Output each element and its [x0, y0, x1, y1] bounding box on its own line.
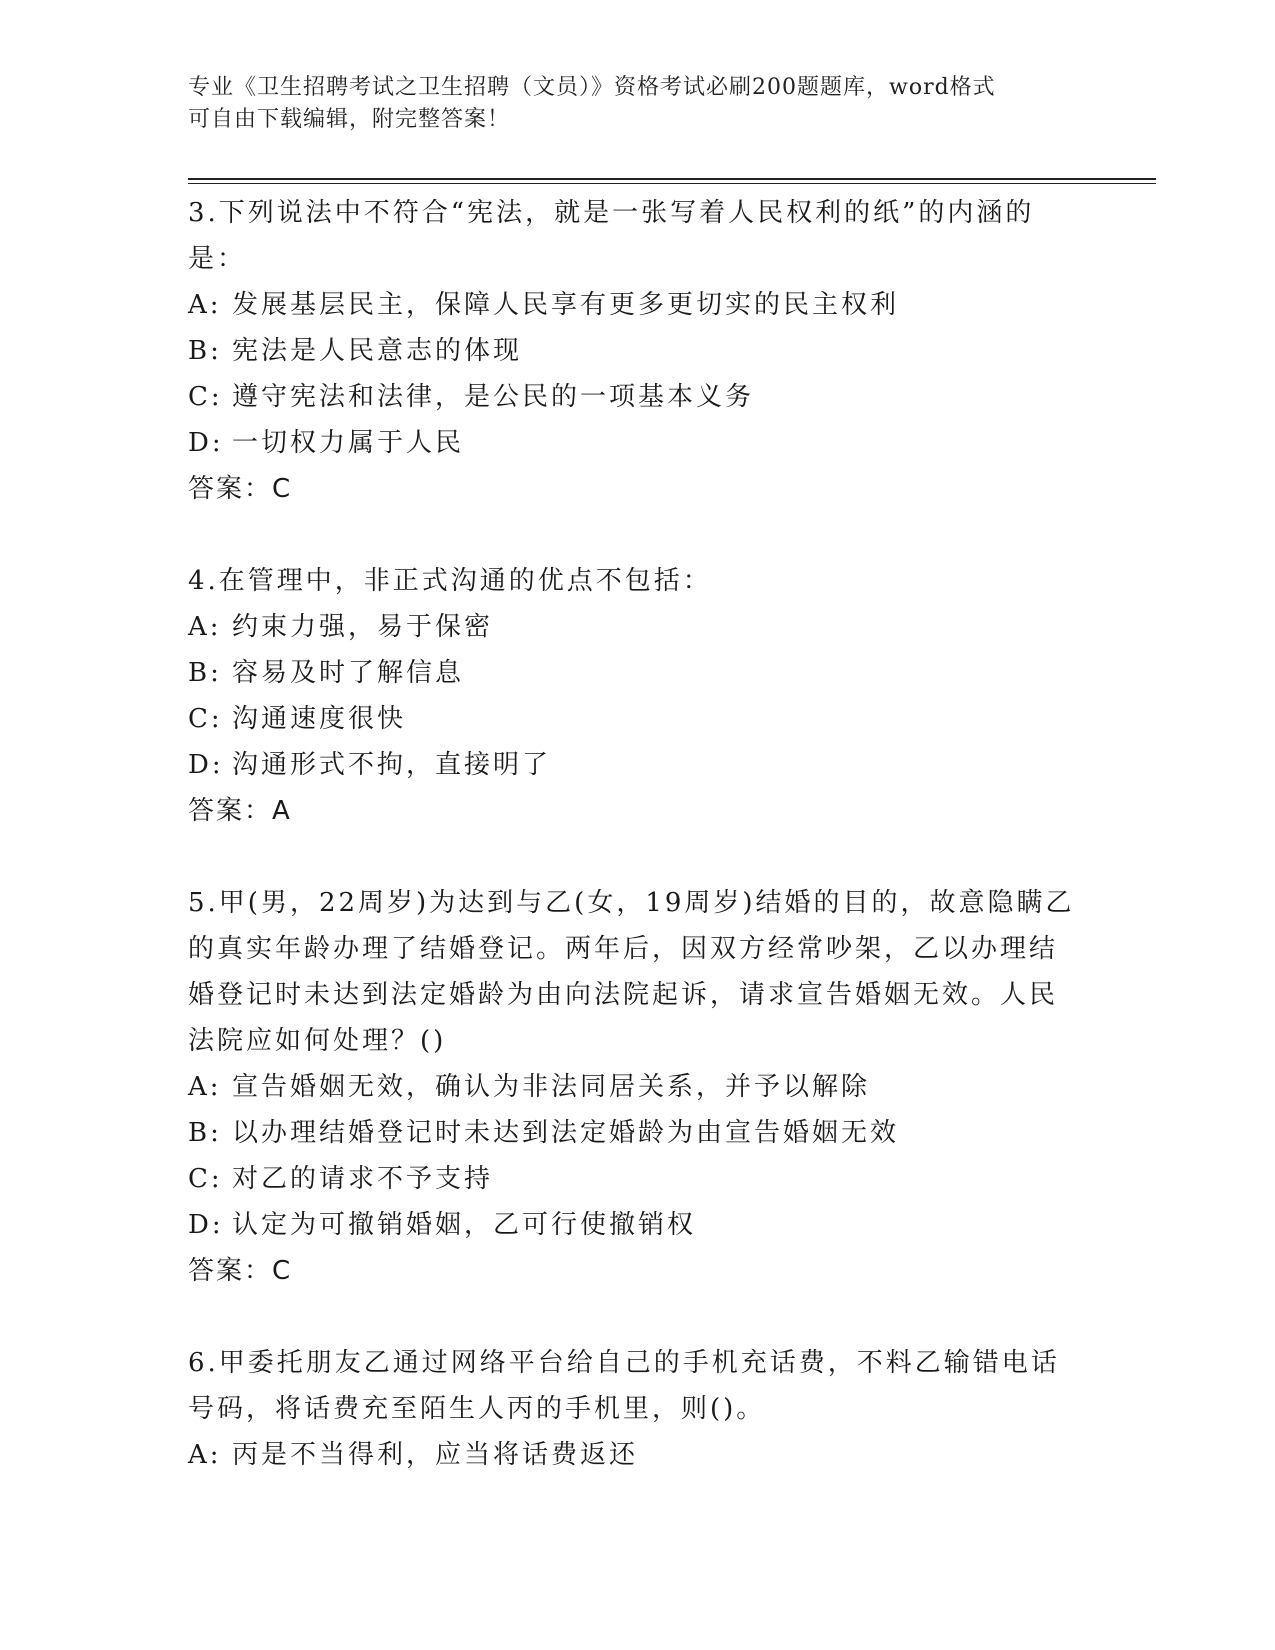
option-a	[188, 1432, 1088, 1478]
option-text: 宣告婚姻无效，确认为非法同居关系，并予以解除	[232, 1072, 871, 1102]
question-3	[188, 190, 1088, 512]
option-key: C:	[188, 1164, 223, 1194]
option-key: D:	[188, 428, 224, 458]
option-a	[188, 1064, 1088, 1110]
option-text: 对乙的请求不予支持	[232, 1164, 494, 1194]
question-spacer	[188, 1294, 1088, 1340]
option-text: 沟通速度很快	[232, 704, 407, 734]
header-divider-thick	[188, 178, 1156, 180]
stem-line: 是：	[188, 244, 247, 274]
question-6	[188, 1340, 1088, 1478]
option-key: A:	[188, 1440, 222, 1470]
question-stem	[188, 880, 1088, 1064]
document-header	[188, 72, 1068, 136]
option-text: 丙是不当得利，应当将话费返还	[232, 1440, 639, 1470]
question-4	[188, 558, 1088, 834]
stem-line: 号码，将话费充至陌生人丙的手机里，则()。	[188, 1394, 766, 1424]
question-list	[188, 190, 1088, 1478]
option-c	[188, 374, 1088, 420]
option-text: 遵守宪法和法律，是公民的一项基本义务	[232, 382, 755, 412]
option-text: 以办理结婚登记时未达到法定婚龄为由宣告婚姻无效	[232, 1118, 900, 1148]
option-c	[188, 1156, 1088, 1202]
answer-line: 答案：C	[188, 474, 293, 504]
stem-line: 5.甲(男，22周岁)为达到与乙(女，19周岁)结婚的目的，故意隐瞒乙	[188, 888, 1075, 918]
question-stem	[188, 1340, 1088, 1432]
option-b	[188, 1110, 1088, 1156]
option-key: B:	[188, 1118, 222, 1148]
answer-line: 答案：A	[188, 796, 292, 826]
option-b	[188, 328, 1088, 374]
stem-line: 的真实年龄办理了结婚登记。两年后，因双方经常吵架，乙以办理结	[188, 934, 1059, 964]
option-text: 宪法是人民意志的体现	[232, 336, 523, 366]
question-5	[188, 880, 1088, 1294]
option-key: C:	[188, 382, 223, 412]
question-spacer	[188, 512, 1088, 558]
option-a	[188, 282, 1088, 328]
option-key: A:	[188, 1072, 222, 1102]
option-d	[188, 1202, 1088, 1248]
option-b	[188, 650, 1088, 696]
option-key: B:	[188, 336, 222, 366]
stem-line: 法院应如何处理？()	[188, 1026, 447, 1056]
stem-line: 6.甲委托朋友乙通过网络平台给自己的手机充话费，不料乙输错电话	[188, 1348, 1060, 1378]
question-stem	[188, 558, 1088, 604]
stem-line: 3.下列说法中不符合“宪法，就是一张写着人民权利的纸”的内涵的	[188, 198, 1035, 228]
option-text: 容易及时了解信息	[232, 658, 465, 688]
option-text: 约束力强，易于保密	[232, 612, 494, 642]
option-c	[188, 696, 1088, 742]
option-text: 一切权力属于人民	[232, 428, 465, 458]
option-text: 认定为可撤销婚姻，乙可行使撤销权	[232, 1210, 697, 1240]
option-key: D:	[188, 1210, 224, 1240]
header-divider-thin	[188, 183, 1156, 184]
header-line-2: 可自由下载编辑，附完整答案！	[188, 107, 511, 132]
answer-line: 答案：C	[188, 1256, 293, 1286]
question-stem	[188, 190, 1088, 282]
option-d	[188, 420, 1088, 466]
option-key: A:	[188, 290, 222, 320]
option-d	[188, 742, 1088, 788]
option-key: D:	[188, 750, 224, 780]
question-spacer	[188, 834, 1088, 880]
option-text: 沟通形式不拘，直接明了	[232, 750, 552, 780]
stem-line: 4.在管理中，非正式沟通的优点不包括：	[188, 566, 712, 596]
option-key: A:	[188, 612, 222, 642]
option-a	[188, 604, 1088, 650]
option-key: B:	[188, 658, 222, 688]
option-text: 发展基层民主，保障人民享有更多更切实的民主权利	[232, 290, 900, 320]
stem-line: 婚登记时未达到法定婚龄为由向法院起诉，请求宣告婚姻无效。人民	[188, 980, 1059, 1010]
header-line-1: 专业《卫生招聘考试之卫生招聘（文员）》资格考试必刷200题题库，word格式	[188, 75, 996, 100]
option-key: C:	[188, 704, 223, 734]
